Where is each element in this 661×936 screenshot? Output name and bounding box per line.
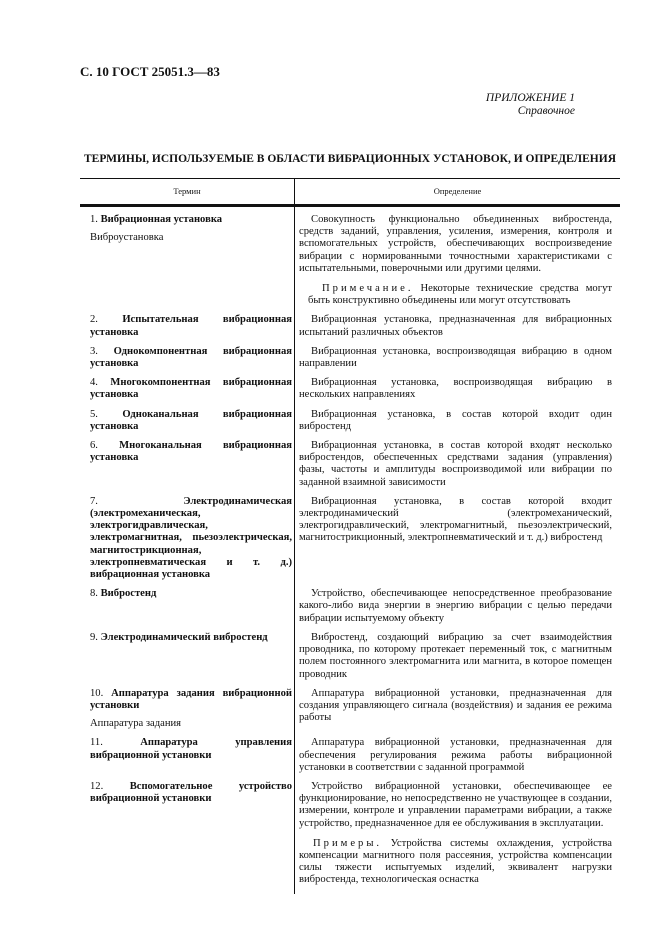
- table-row: [80, 781, 620, 887]
- table-body: [80, 214, 620, 887]
- term-cell: [90, 409, 292, 433]
- term-number: 3.: [90, 345, 98, 357]
- table-row: [80, 377, 620, 401]
- term-synonym: Виброустановка: [90, 232, 164, 244]
- page-header: С. 10 ГОСТ 25051.3—83: [80, 64, 220, 79]
- term-cell: [90, 632, 292, 681]
- term-4: [90, 377, 292, 401]
- table-row: [80, 346, 620, 370]
- term-cell: [90, 737, 292, 774]
- document-title: ТЕРМИНЫ, ИСПОЛЬЗУЕМЫЕ В ОБЛАСТИ ВИБРАЦИОННЫХ УСТАНОВОК, И ОПРЕДЕЛЕНИЯ: [83, 153, 616, 165]
- term-cell: [90, 588, 292, 625]
- term-cell: [90, 346, 292, 370]
- term-8: [90, 588, 292, 600]
- term-cell: [90, 688, 292, 731]
- term-10: [90, 688, 292, 712]
- term-5: [90, 409, 292, 433]
- term-synonym: Аппаратура задания: [90, 718, 182, 730]
- definition-cell: [299, 632, 612, 681]
- term-12: [90, 781, 292, 805]
- definition-10: Аппаратура вибрационной установки, предназначенная для создания управляющего сигнала (воздействия) и задания ее режима работы: [299, 687, 612, 724]
- table-top-rule: [80, 178, 620, 179]
- term-number: 11.: [90, 737, 103, 749]
- definition-8: Устройство, обеспечивающее непосредственное преобразование какого-либо вида энергии в энергию вибрации с целью передачи вибрации испытуемому объекту: [299, 588, 612, 624]
- term-cell: [90, 781, 292, 887]
- terms-table: [80, 178, 620, 894]
- definition-cell: [299, 496, 612, 581]
- term-11: [90, 737, 292, 761]
- term-6: [90, 440, 292, 464]
- term-number: 7.: [90, 495, 98, 507]
- note-text: Устройства системы охлаждения, устройства компенсации магнитного поля рассеяния, устройства компенсации силы тяжести испытуемых изделий, эквивалент нагрузки вибростенда, технологическая оснастка: [299, 837, 612, 886]
- table-row: [80, 688, 620, 731]
- table-row: [80, 440, 620, 489]
- term-number: 5.: [90, 408, 98, 420]
- definition-cell: [299, 588, 612, 625]
- definition-note: [308, 283, 612, 307]
- term-number: 9.: [90, 631, 98, 643]
- term-9: [90, 632, 292, 644]
- term-cell: [90, 314, 292, 338]
- table-row: [80, 737, 620, 774]
- term-3: [90, 346, 292, 370]
- term-number: 2.: [90, 314, 98, 326]
- term-name: Вибростенд: [100, 588, 157, 600]
- term-number: 6.: [90, 440, 98, 452]
- column-divider: [294, 178, 295, 894]
- term-cell: [90, 214, 292, 307]
- note-label: Примечание.: [322, 283, 414, 295]
- table-row: [80, 409, 620, 433]
- definition-note: [299, 838, 612, 887]
- definition-4: Вибрационная установка, воспроизводящая вибрацию в нескольких направлениях: [299, 377, 612, 401]
- term-name: Электродинамический вибростенд: [100, 631, 268, 643]
- term-cell: [90, 377, 292, 401]
- term-number: 12.: [90, 780, 104, 792]
- term-name: Испытательная вибрационная установка: [90, 314, 292, 338]
- table-row: [80, 588, 620, 625]
- note-label: Примеры.: [313, 837, 383, 849]
- appendix-number: ПРИЛОЖЕНИЕ 1: [485, 92, 575, 104]
- term-number: 4.: [90, 377, 98, 389]
- definition-5: Вибрационная установка, в состав которой входит один вибростенд: [299, 408, 612, 432]
- definition-cell: [299, 688, 612, 731]
- appendix-label: [486, 92, 575, 118]
- term-2: [90, 314, 292, 338]
- definition-cell: [299, 781, 612, 887]
- definition-7: Вибрационная установка, в состав которой входит электродинамический (электромеханический, электрогидравлический, электромагнитный, пьезоэлектрический, магнитострикционный, электропневматический и т. д.) вибростенд: [299, 495, 612, 544]
- definition-cell: [299, 737, 612, 774]
- term-name: Аппаратура задания вибрационной установки: [90, 687, 292, 711]
- term-name: Одноканальная вибрационная установка: [90, 408, 292, 432]
- table-row: [80, 314, 620, 338]
- term-name: Многокомпонентная вибрационная установка: [90, 377, 292, 401]
- definition-cell: [299, 346, 612, 370]
- table-row: [80, 632, 620, 681]
- term-name: Вибрационная установка: [100, 214, 223, 225]
- table-row: [80, 496, 620, 581]
- definition-2: Вибрационная установка, предназначенная для вибрационных испытаний различных объектов: [299, 314, 612, 338]
- term-name: Многоканальная вибрационная установка: [90, 440, 292, 464]
- definition-cell: [299, 377, 612, 401]
- term-number: 8.: [90, 588, 98, 600]
- column-header-term: Термин: [173, 186, 201, 196]
- column-header-definition: Определение: [433, 186, 482, 196]
- definition-9: Вибростенд, создающий вибрацию за счет взаимодействия проводника, по которому протекает переменный ток, с магнитным полем постоянного электромагнита или магнита, в которое помещен проводник: [299, 631, 612, 680]
- term-1: [90, 214, 292, 226]
- definition-12: Устройство вибрационной установки, обеспечивающее ее функционирование, но непосредственно не участвующее в создании, измерении, контроле и управлении параметрами вибрации, а также устройство, предназначенное для ее обслуживания в эксплуатации.: [299, 780, 612, 829]
- term-name: Электродинамическая (электромеханическая, электрогидравлическая, электромагнитная, пьезоэлектрическая, магнитострикционная, электропневматическая и т. д.) вибрационная установка: [90, 495, 292, 581]
- term-name: Однокомпонентная вибрационная установка: [90, 345, 292, 370]
- term-7: [90, 496, 292, 581]
- definition-cell: [299, 314, 612, 338]
- term-number: 1.: [90, 214, 98, 225]
- note-text: Некоторые технические средства могут быть конструктивно объединены или могут отсутствовать: [308, 283, 612, 307]
- definition-cell: [299, 214, 612, 307]
- definition-11: Аппаратура вибрационной установки, предназначенная для обеспечения регулирования режима работы вибрационной установки в соответствии с заданной программой: [299, 737, 612, 773]
- definition-3: Вибрационная установка, воспроизводящая вибрацию в одном направлении: [299, 345, 612, 370]
- definition-cell: [299, 440, 612, 489]
- table-header-rule: [80, 204, 620, 207]
- definition-cell: [299, 409, 612, 433]
- table-row: [80, 214, 620, 307]
- term-name: Аппаратура управления вибрационной установки: [90, 737, 292, 761]
- term-cell: [90, 496, 292, 581]
- term-number: 10.: [90, 687, 104, 699]
- term-cell: [90, 440, 292, 489]
- term-name: Вспомогательное устройство вибрационной установки: [90, 780, 292, 805]
- appendix-type: Справочное: [517, 105, 575, 117]
- definition-1: Совокупность функционально объединенных вибростенда, средств заданий, управления, усиления, измерения, контроля и вспомогательных устройств, обеспечивающих воспроизведение вибрации с нормированными точностными характеристиками с испытательными, поверочными или другими целями.: [299, 214, 612, 274]
- definition-6: Вибрационная установка, в состав которой входят несколько вибростендов, обеспеченных средствами задания (управления) фазы, частоты и амплитуды воспроизводимой или вибрации по заданной взаимной зависимости: [299, 440, 612, 488]
